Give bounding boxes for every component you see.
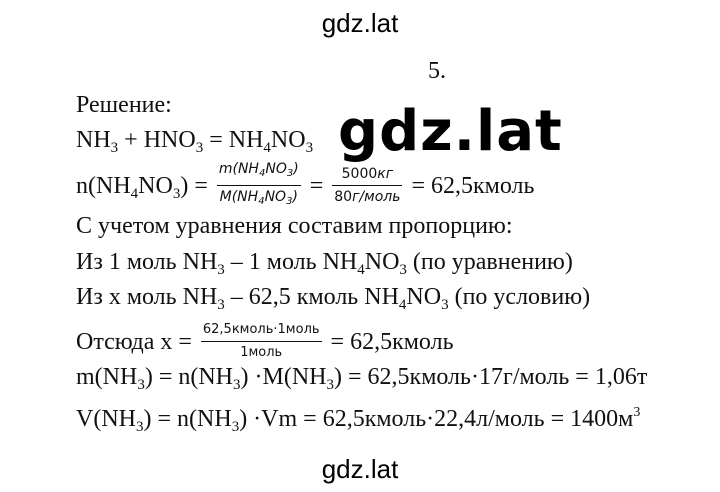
subscript: 3 [217,297,225,313]
text: NO [270,127,306,153]
subscript: 4 [398,297,407,313]
subscript: 3 [305,140,314,156]
subscript: 3 [326,377,334,393]
solution-heading: Решение: [76,92,172,118]
text: 5000 [341,166,378,182]
proportion-row-condition [76,282,590,320]
text: 80 [334,189,353,205]
fraction-denominator [217,186,301,211]
text: n(NH [76,173,131,200]
text: = [303,173,330,200]
subscript: 4 [357,262,365,278]
subscript: 3 [195,140,204,156]
subscript: 4 [258,196,265,207]
proportion-row-equation [76,247,573,285]
text: NO [138,173,173,200]
subscript: 3 [286,168,294,179]
text: (по уравнению) [406,249,573,275]
text: ) [293,161,299,177]
subscript: 3 [136,419,144,435]
mass-calculation [76,362,647,400]
text: – 1 моль NH [224,249,358,275]
text: V(NH [76,406,136,432]
text: NO [265,161,287,177]
subscript: 4 [258,168,266,179]
text: (по условию) [448,284,591,310]
superscript: 3 [633,405,641,420]
text: ) = [180,173,214,200]
text: NO [264,189,287,205]
text: NO [364,249,400,275]
fraction-denominator [332,186,402,206]
proportion-intro: С учетом уравнения составим пропорцию: [76,213,513,239]
reaction-equation [76,125,313,163]
subscript: 3 [217,262,225,278]
text: m(NH [218,161,259,177]
text: NO [406,284,442,310]
text: ) = 62,5кмоль·17г/моль = 1,06т [334,364,648,390]
result: = 62,5кмоль [324,329,454,356]
solve-x-line [76,323,454,364]
mass-over-molar-mass-fraction [217,160,301,211]
task-number: 5. [428,58,446,84]
subscript: 3 [233,377,241,393]
text: ) = n(NH [143,406,232,432]
text: Отсюда х = [76,329,198,356]
result: = 62,5кмоль [405,173,535,200]
text: M(NH [219,189,259,205]
fraction-denominator: 1моль [240,345,283,360]
subscript: 3 [137,377,145,393]
text: Из х моль NH [76,284,218,310]
text: NH [76,127,111,153]
fraction-numerator: 62,5кмоль·1моль [201,321,322,342]
subscript: 3 [399,262,407,278]
text: = NH [203,127,264,153]
subscript: 3 [231,419,240,435]
subscript: 3 [286,196,293,207]
subscript: 3 [110,140,119,156]
unit: кг [377,166,394,182]
proportion-fraction [201,321,322,362]
text: ) ·M(NH [240,364,327,390]
subscript: 3 [441,297,449,313]
text: – 62,5 кмоль NH [224,284,399,310]
subscript: 3 [172,186,181,203]
watermark-top: gdz.lat [321,8,399,38]
text: + HNO [118,127,196,153]
amount-calculation [76,162,534,213]
fraction-numerator [217,160,301,186]
volume-calculation [76,398,640,442]
subscript: 4 [130,186,139,203]
watermark-center: gdz.lat [338,99,563,164]
text: ) = n(NH [144,364,234,390]
text: Из 1 моль NH [76,249,218,275]
watermark-bottom: gdz.lat [321,454,399,484]
fraction-numerator [332,165,402,186]
unit: г/моль [352,189,401,205]
text: ) ·Vm = 62,5кмоль·22,4л/моль = 1400м [239,406,634,432]
text: m(NH [76,364,138,390]
text: ) [292,189,298,205]
numeric-fraction [332,165,402,206]
subscript: 4 [263,140,271,156]
